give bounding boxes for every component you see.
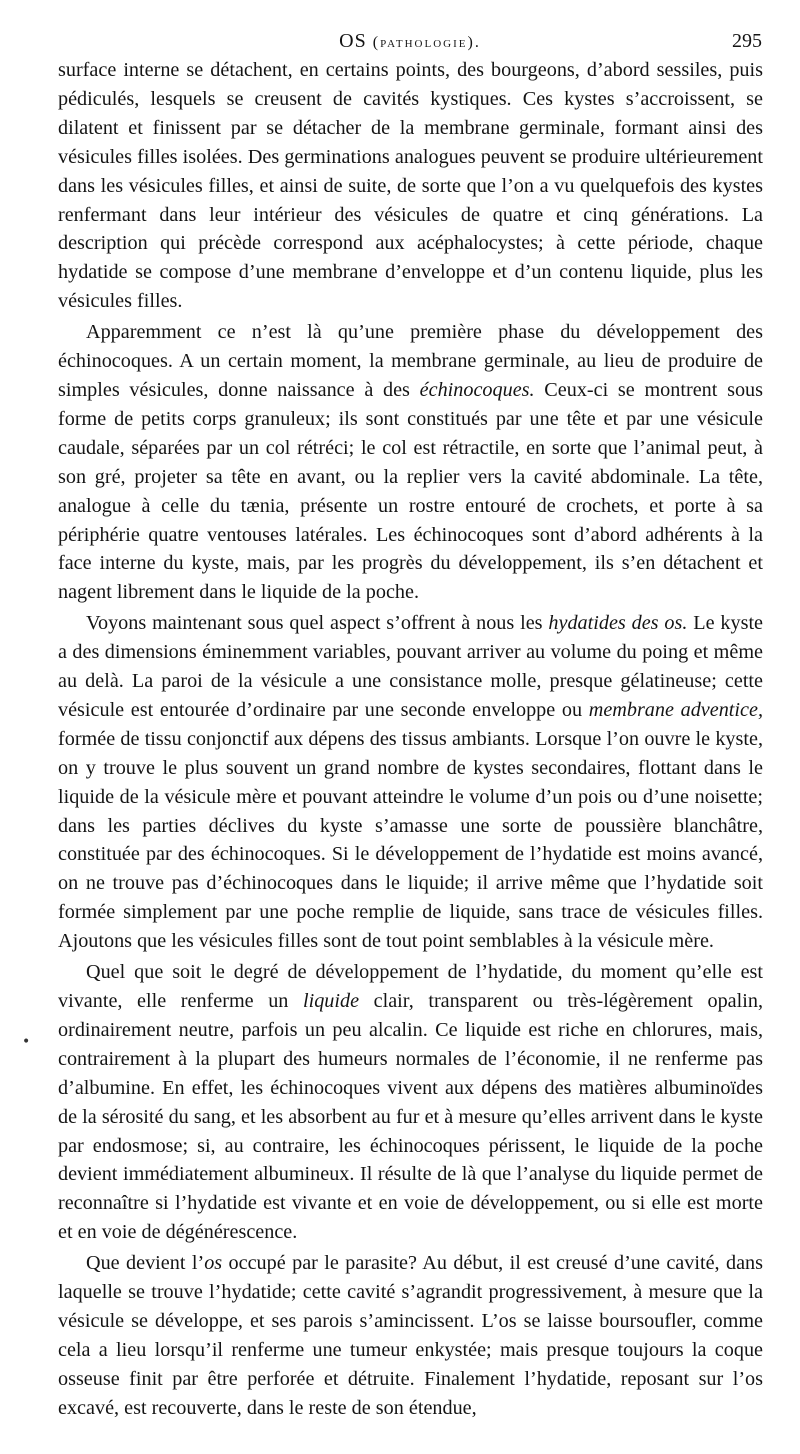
paragraph-5: [58, 1249, 763, 1422]
italic-term: échinocoques.: [419, 378, 535, 401]
italic-term: os: [204, 1252, 223, 1275]
paragraph-1: [58, 56, 763, 316]
body-text: [58, 56, 763, 1423]
paragraph-text: formée de tissu conjonctif aux dépens des tissus ambiants. Lorsque l’on ouvre le kyste, on y trouve le plus souvent un grand nombre de kystes secondaires, flottant dans le liquide de la vésicule mère et pouvant atteindre le volume d’un pois ou d’une noisette; dans les parties déclives du kyste s’amasse une sorte de poussière blanchâtre, constituée par des échinocoques. Si le développement de l’hydatide est moins avancé, on ne trouve pas d’échinocoques dans le liquide; il arrive même que l’hydatide soit formée simplement par une poche remplie de liquide, sans trace de vésicules filles. Ajoutons que les vésicules filles sont de tout point semblables à la vésicule mère.: [58, 727, 763, 953]
paragraph-text: Voyons maintenant sous quel aspect s’offrent à nous les: [86, 612, 549, 635]
header-title-main: OS: [339, 30, 367, 52]
margin-mark: •: [22, 1034, 31, 1050]
paragraph-3: [58, 609, 763, 956]
paragraph-text: Ceux-ci se montrent sous forme de petits corps granuleux; ils sont constitués par une tête et par une vésicule caudale, séparées par un col rétréci; le col est rétractile, en sorte que l’animal peut, à son gré, projeter sa tête en avant, ou la replier vers la cavité abdominale. La tête, analogue à celle du tænia, présente un rostre entouré de crochets, et porte à sa périphérie quatre ventouses latérales. Les échinocoques sont d’abord adhérents à la face interne du kyste, mais, par les progrès du développement, ils s’en détachent et nagent librement dans le liquide de la poche.: [58, 378, 763, 604]
italic-term: hydatides des os.: [548, 612, 688, 635]
running-head: [58, 30, 762, 54]
paragraph-4: [58, 958, 763, 1247]
italic-term: liquide: [302, 990, 360, 1012]
header-title: [58, 30, 762, 53]
italic-term: membrane adventice,: [588, 698, 763, 721]
header-title-sub: (pathologie).: [372, 34, 481, 51]
paragraph-2: [58, 318, 763, 607]
paragraph-text: clair, transparent ou très-légèrement opalin, ordinairement neutre, parfois un peu alcalin. Ce liquide est riche en chlorures, mais, contrairement à la plupart des humeurs normales de l’économie, il ne renferme pas d’albumine. En effet, les échinocoques vivent aux dépens des matières albuminoïdes de la sérosité du sang, et les absorbent au fur et à mesure qu’elles arrivent dans le kyste par endosmose; si, au contraire, les échinocoques périssent, le liquide de la poche devient immédiatement albumineux. Il résulte de là que l’analyse du liquide permet de reconnaître si l’hydatide est vivante et en voie de développement, ou si elle est morte et en voie de dégénérescence.: [58, 990, 764, 1244]
paragraph-text: Apparemment ce n’est là qu’une première phase du développement des échinocoques. A un certain moment, la membrane germinale, au lieu de produire de simples vésicules, donne naissance à des: [58, 321, 763, 401]
paragraph-text: Le kyste a des dimensions éminemment variables, pouvant arriver au volume du poing et même au delà. La paroi de la vésicule a une consistance molle, presque gélatineuse; cette vésicule est entourée d’ordinaire par une seconde enveloppe ou: [58, 612, 764, 721]
page-number: 295: [732, 30, 762, 52]
paragraph-text: Quel que soit le degré de développement de l’hydatide, du moment qu’elle est vivante, elle renferme un: [58, 961, 763, 1012]
paragraph-text: surface interne se détachent, en certains points, des bourgeons, d’abord sessiles, puis pédiculés, lesquels se creusent de cavités kystiques. Ces kystes s’accroissent, se dilatent et finissent par se détacher de la membrane germinale, formant ainsi des vésicules filles isolées. Des germinations analogues peuvent se produire ultérieurement dans les vésicules filles, et ainsi de suite, de sorte que l’on a vu quelquefois des kystes renfermant dans leur intérieur des vésicules de quatre et cinq générations. La description qui précède correspond aux acéphalocystes; à cette période, chaque hydatide se compose d’une membrane d’enveloppe et d’un contenu liquide, plus les vésicules filles.: [58, 59, 763, 313]
paragraph-text: Que devient l’: [86, 1252, 205, 1275]
paragraph-text: occupé par le parasite? Au début, il est creusé d’une cavité, dans laquelle se trouve l’hydatide; cette cavité s’agrandit progressivement, à mesure que la vésicule se développe, et ses parois s’amincissent. L’os se laisse boursoufler, comme cela a lieu lorsqu’il renferme une tumeur enkystée; mais presque toujours la coque osseuse finit par être perforée et détruite. Finalement l’hydatide, reposant sur l’os excavé, est recouverte, dans le reste de son étendue,: [58, 1252, 763, 1419]
